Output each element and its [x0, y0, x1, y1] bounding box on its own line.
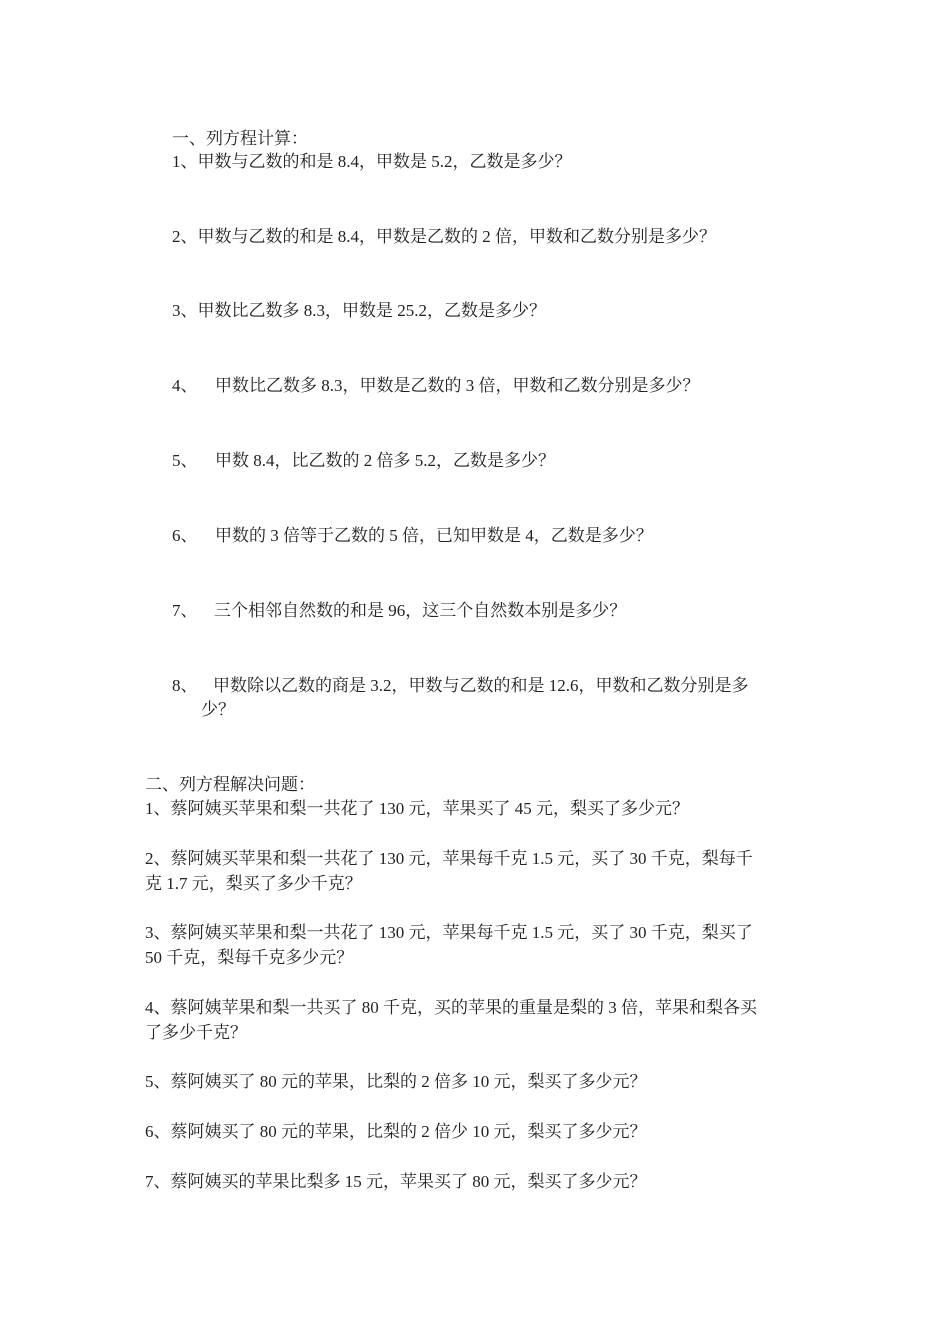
question-number: 4、	[172, 376, 198, 395]
question-number: 8、	[172, 676, 198, 695]
question-number: 5、	[172, 451, 198, 470]
question-text: 甲数比乙数多 8.3，甲数是乙数的 3 倍，甲数和乙数分别是多少？	[215, 376, 700, 395]
section2-problem-5: 5、蔡阿姨买了 80 元的苹果，比梨的 2 倍多 10 元，梨买了多少元？	[145, 1072, 647, 1091]
section2-problem-4-line2: 了多少千克？	[145, 1023, 247, 1042]
section2-problem-3-line1: 3、蔡阿姨买苹果和梨一共花了 130 元，苹果每千克 1.5 元，买了 30 千克，梨买了	[145, 923, 753, 942]
section2-problem-4-line1: 4、蔡阿姨苹果和梨一共买了 80 千克，买的苹果的重量是梨的 3 倍，苹果和梨各买	[145, 998, 757, 1017]
section2-problem-6: 6、蔡阿姨买了 80 元的苹果，比梨的 2 倍少 10 元，梨买了多少元？	[145, 1122, 647, 1141]
section1-question-5	[172, 449, 555, 473]
section1-question-2: 2、甲数与乙数的和是 8.4，甲数是乙数的 2 倍，甲数和乙数分别是多少？	[172, 227, 716, 246]
question-number: 7、	[172, 601, 198, 620]
question-text: 甲数 8.4，比乙数的 2 倍多 5.2，乙数是多少？	[215, 451, 555, 470]
question-text: 甲数除以乙数的商是 3.2，甲数与乙数的和是 12.6，甲数和乙数分别是多	[213, 676, 749, 695]
section1-question-6	[172, 524, 653, 548]
section2-heading: 二、列方程解决问题：	[145, 775, 315, 794]
section1-question-7	[172, 599, 626, 623]
question-number: 6、	[172, 526, 198, 545]
section2-problem-2-line1: 2、蔡阿姨买苹果和梨一共花了 130 元，苹果每千克 1.5 元，买了 30 千克，梨每千	[145, 849, 753, 868]
section2-problem-7: 7、蔡阿姨买的苹果比梨多 15 元，苹果买了 80 元，梨买了多少元？	[145, 1172, 647, 1191]
question-text: 三个相邻自然数的和是 96，这三个自然数本别是多少？	[214, 601, 627, 620]
section1-heading: 一、列方程计算：	[172, 129, 308, 148]
section2-problem-1: 1、蔡阿姨买苹果和梨一共花了 130 元，苹果买了 45 元，梨买了多少元？	[145, 799, 689, 818]
section2-problem-3-line2: 50 千克，梨每千克多少元？	[145, 948, 354, 967]
section1-question-1: 1、甲数与乙数的和是 8.4，甲数是 5.2，乙数是多少？	[172, 152, 572, 171]
section1-question-4	[172, 374, 700, 398]
section1-question-8-continued: 少？	[201, 700, 235, 719]
section1-question-8	[172, 674, 749, 698]
section2-problem-2-line2: 克 1.7 元，梨买了多少千克？	[145, 874, 362, 893]
section1-question-3: 3、甲数比乙数多 8.3，甲数是 25.2，乙数是多少？	[172, 301, 546, 320]
question-text: 甲数的 3 倍等于乙数的 5 倍，已知甲数是 4，乙数是多少？	[215, 526, 653, 545]
